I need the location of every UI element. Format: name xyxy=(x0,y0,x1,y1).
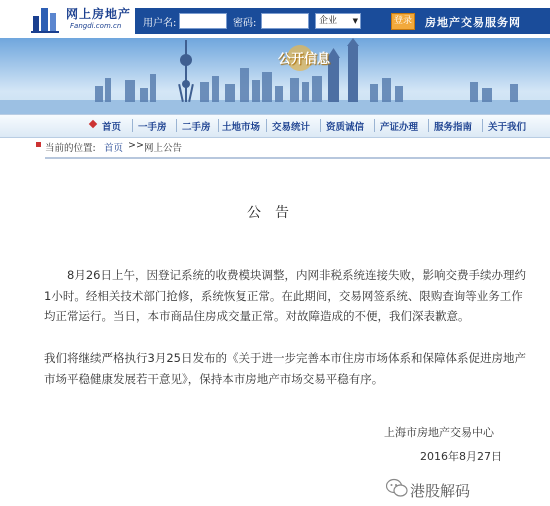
chevron-down-icon: ▼ xyxy=(352,17,358,25)
nav-bullet-icon xyxy=(89,120,97,128)
nav-divider xyxy=(320,119,321,132)
user-type-value: 企业 xyxy=(319,16,338,26)
skyline-banner xyxy=(0,38,550,114)
user-type-select[interactable] xyxy=(315,13,361,29)
wechat-icon xyxy=(386,478,408,498)
notice-paragraph-2: 我们将继续严格执行3月25日发布的《关于进一步完善本市住房市场体系和保障体系促进房地产市场平稳健康发展若干意见》，保持本市房地产市场交易平稳有序。 xyxy=(44,351,526,386)
nav-item-service-guide[interactable]: 服务指南 xyxy=(434,122,473,133)
breadcrumb-bullet-icon xyxy=(36,142,41,147)
signature-org: 上海市房地产交易中心 xyxy=(384,426,494,439)
city-skyline-image xyxy=(0,38,550,114)
password-input[interactable] xyxy=(261,13,309,29)
nav-item-about-us[interactable]: 关于我们 xyxy=(488,122,527,133)
watermark-text: 港股解码 xyxy=(410,482,471,500)
breadcrumb-separator: >> xyxy=(128,140,144,151)
password-label: 密码: xyxy=(233,18,257,29)
notice-paragraph-1: 8月26日上午，因登记系统的收费模块调整，内网非税系统连接失败，影响交费手续办理约1小时。经相关技术部门抢修，系统恢复正常。在此期间，交易网签系统、限购查询等业务工作均正常运行。当日，本市商品住房成交量正常。对故障造成的不便，我们深表歉意。 xyxy=(44,268,526,324)
breadcrumb-prefix: 当前的位置: xyxy=(45,143,96,154)
username-label: 用户名: xyxy=(143,18,177,29)
nav-item-title-cert[interactable]: 产证办理 xyxy=(380,122,419,133)
nav-divider xyxy=(218,119,219,132)
nav-divider xyxy=(266,119,267,132)
nav-divider xyxy=(176,119,177,132)
nav-item-home[interactable]: 首页 xyxy=(102,122,122,133)
public-info-badge[interactable]: 公开信息 xyxy=(278,52,331,67)
nav-item-credit[interactable]: 资质诚信 xyxy=(326,122,365,133)
breadcrumb-home-link[interactable]: 首页 xyxy=(104,143,124,154)
nav-divider xyxy=(374,119,375,132)
nav-divider xyxy=(132,119,133,132)
nav-item-statistics[interactable]: 交易统计 xyxy=(272,122,311,133)
site-logo-icon[interactable] xyxy=(30,4,60,34)
site-title: 房地产交易服务网 xyxy=(425,16,521,29)
logo-text[interactable]: 网上房地产 xyxy=(66,7,132,21)
login-button[interactable]: 登录 xyxy=(391,13,415,30)
breadcrumb xyxy=(0,138,550,155)
nav-divider xyxy=(428,119,429,132)
breadcrumb-divider xyxy=(45,157,550,159)
nav-item-resale-homes[interactable]: 二手房 xyxy=(182,122,211,133)
breadcrumb-current: 网上公告 xyxy=(144,143,183,154)
main-nav xyxy=(0,114,550,138)
nav-divider xyxy=(482,119,483,132)
nav-item-new-homes[interactable]: 一手房 xyxy=(138,122,167,133)
logo-url: Fangdi.com.cn xyxy=(70,22,122,30)
signature-date: 2016年8月27日 xyxy=(420,450,502,463)
login-bar xyxy=(135,8,550,34)
username-input[interactable] xyxy=(179,13,227,29)
site-header xyxy=(0,0,550,38)
nav-item-land-market[interactable]: 土地市场 xyxy=(222,122,261,133)
notice-title: 公告 xyxy=(247,205,303,221)
